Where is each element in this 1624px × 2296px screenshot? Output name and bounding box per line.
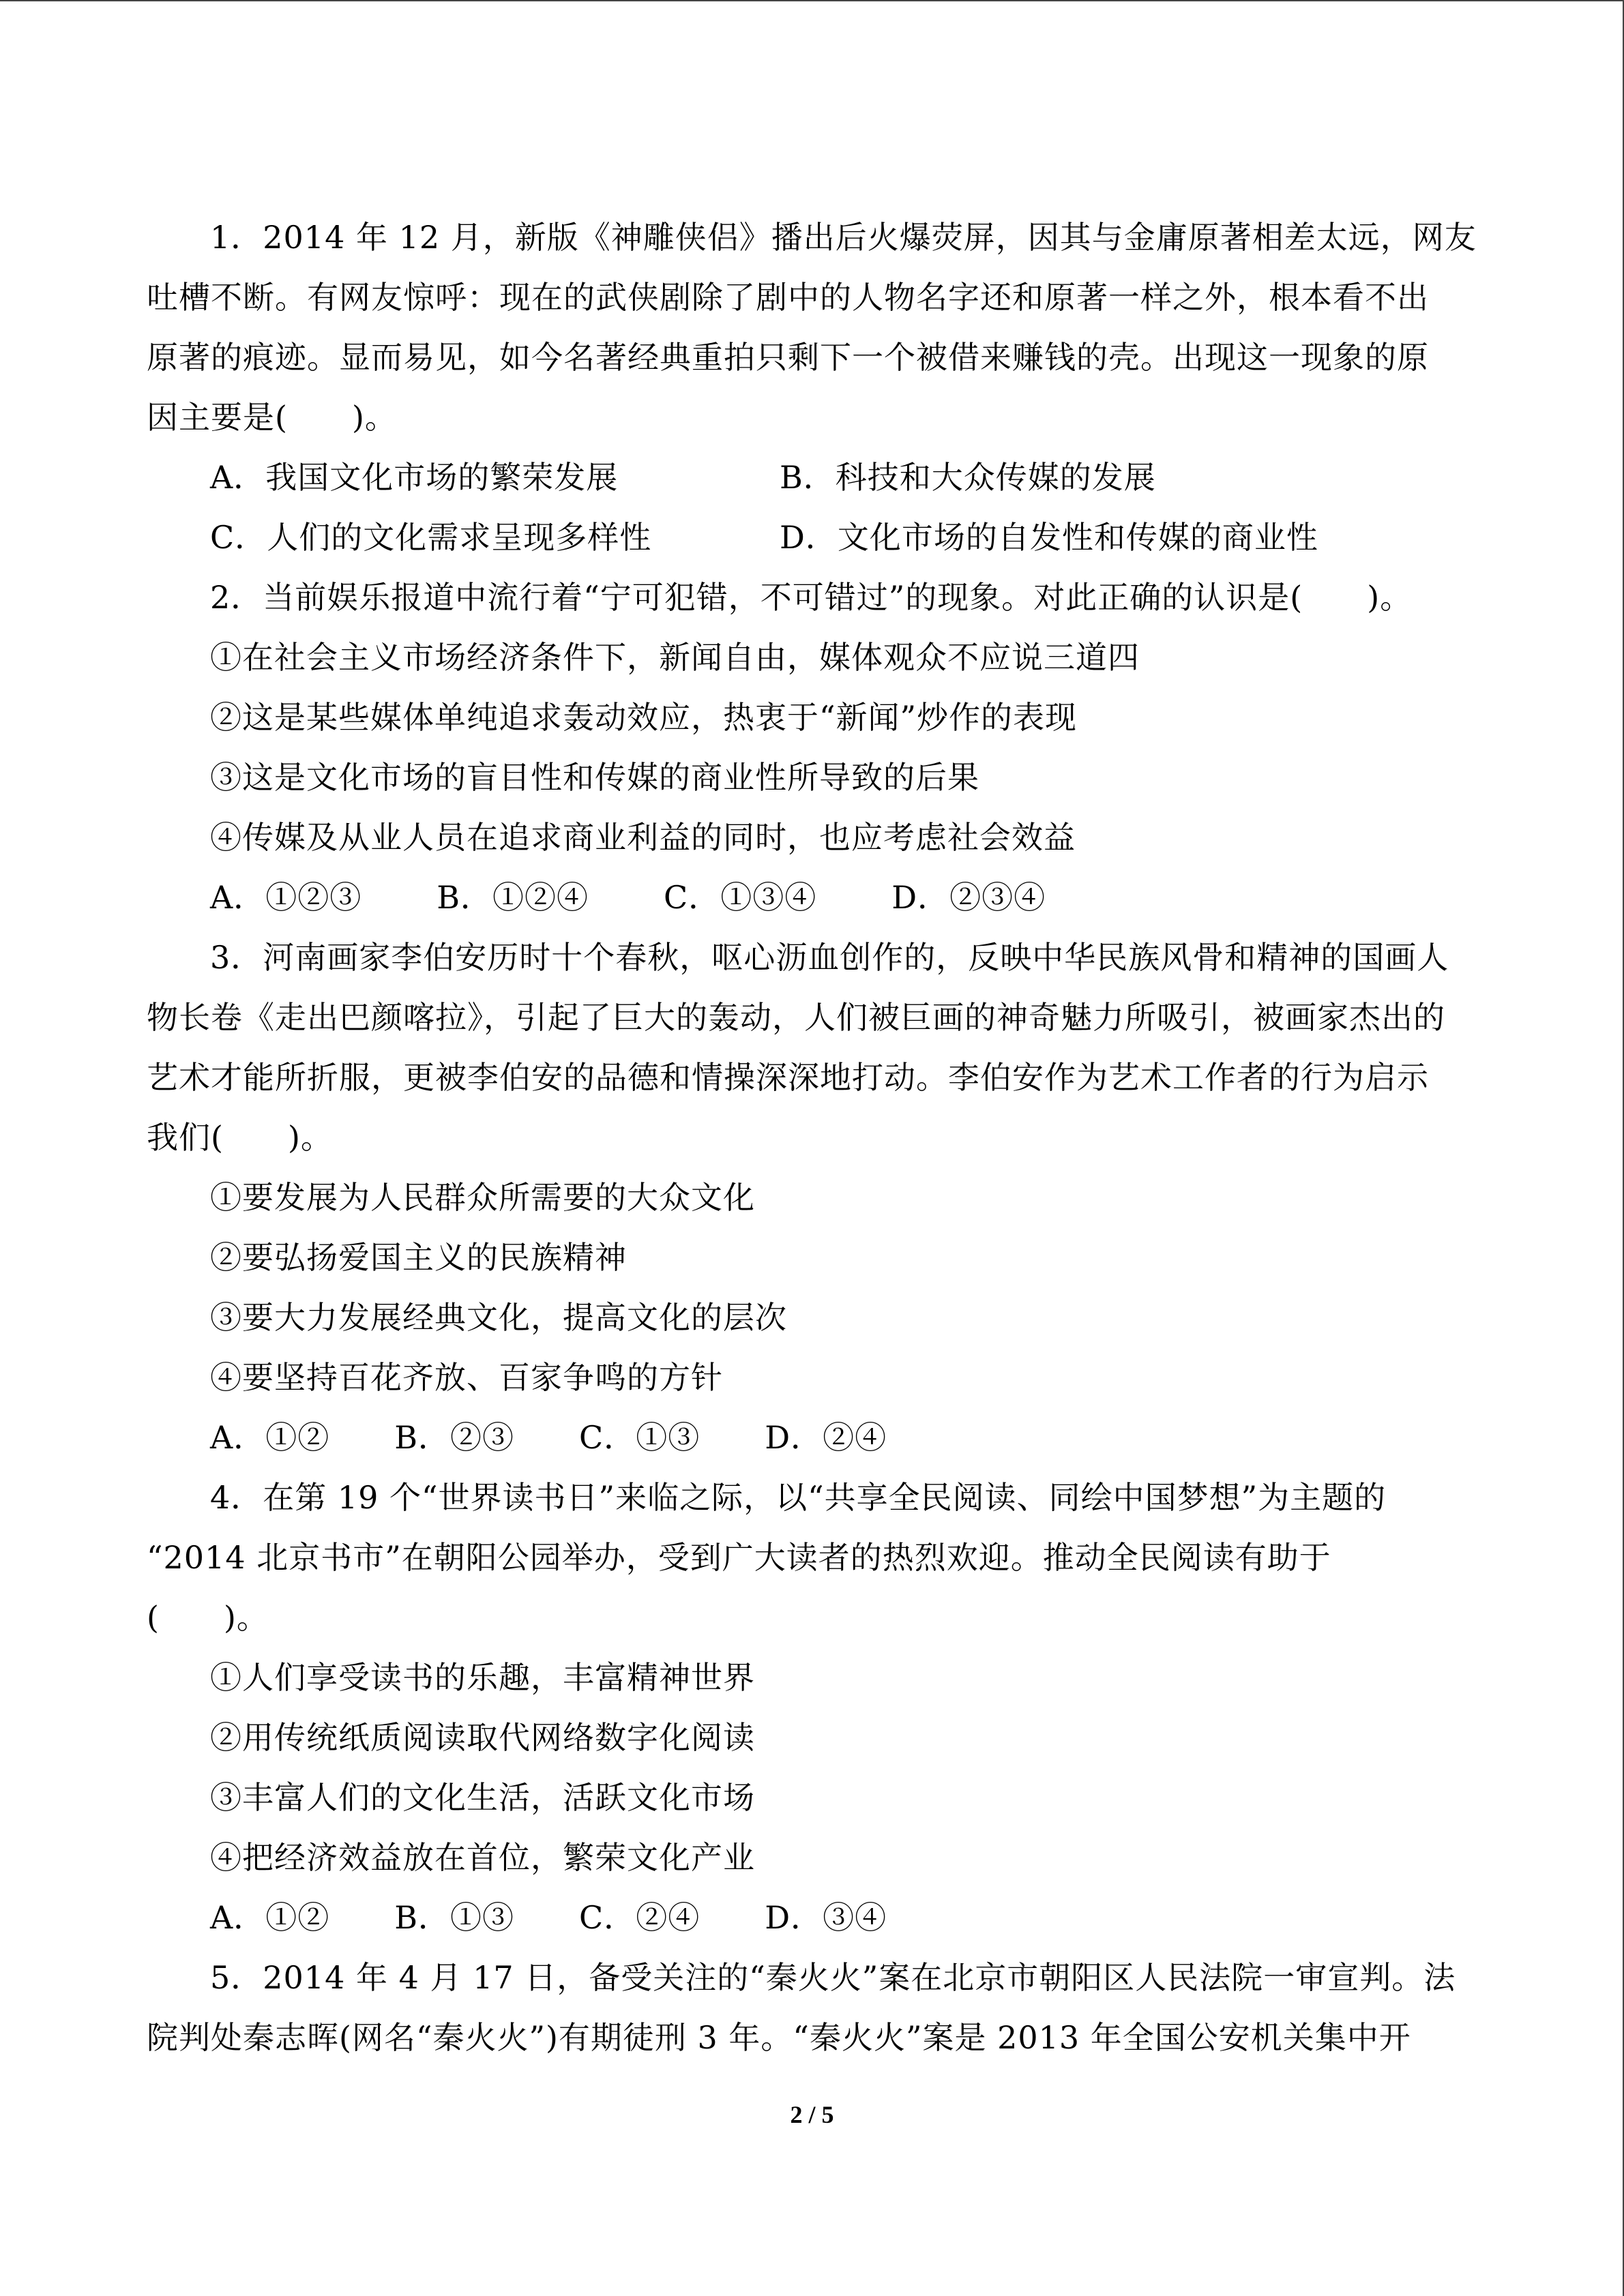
question-5-line-1: 5．2014 年 4 月 17 日，备受关注的“秦火火”案在北京市朝阳区人民法院一审宣判。法 [210, 1959, 1456, 1996]
question-4-line-2: “2014 北京书市”在朝阳公园举办，受到广大读者的热烈欢迎。推动全民阅读有助于 [147, 1539, 1331, 1576]
question-2-option-d: D．②③④ [891, 879, 1046, 916]
question-2-stem: 2．当前娱乐报道中流行着“宁可犯错，不可错过”的现象。对此正确的认识是( )。 [210, 579, 1413, 616]
question-1-line-2: 吐槽不断。有网友惊呼：现在的武侠剧除了剧中的人物名字还和原著一样之外，根本看不出 [147, 279, 1429, 316]
question-3-item-3: ③要大力发展经典文化，提高文化的层次 [210, 1299, 787, 1336]
question-3-item-4: ④要坚持百花齐放、百家争鸣的方针 [210, 1359, 723, 1396]
page-border-top [0, 0, 1624, 1]
question-2-item-2: ②这是某些媒体单纯追求轰动效应，热衷于“新闻”炒作的表现 [210, 699, 1078, 736]
question-3-option-c: C．①③ [579, 1419, 700, 1456]
question-4-line-3: ( )。 [147, 1599, 269, 1636]
question-list [147, 207, 1483, 2068]
question-4-options [147, 1888, 1483, 1948]
question-1-option-c: C．人们的文化需求呈现多样性 [210, 519, 652, 556]
question-3-option-a: A．①② [210, 1419, 330, 1456]
question-4-item-3: ③丰富人们的文化生活，活跃文化市场 [210, 1779, 755, 1816]
question-4-option-c: C．②④ [579, 1899, 700, 1936]
question-3-option-b: B．②③ [394, 1419, 515, 1456]
question-1-line-3: 原著的痕迹。显而易见，如今名著经典重拍只剩下一个被借来赚钱的壳。出现这一现象的原 [147, 339, 1429, 376]
question-3-line-4: 我们( )。 [147, 1119, 333, 1156]
question-2-item-1: ①在社会主义市场经济条件下，新闻自由，媒体观众不应说三道四 [210, 639, 1140, 676]
question-4-option-a: A．①② [210, 1899, 330, 1936]
question-1-options-row-1 [147, 447, 1483, 507]
question-1-line-1: 1．2014 年 12 月，新版《神雕侠侣》播出后火爆荧屏，因其与金庸原著相差太远，网友 [210, 219, 1477, 256]
question-2-option-c: C．①③④ [664, 879, 817, 916]
question-3-line-3: 艺术才能所折服，更被李伯安的品德和情操深深地打动。李伯安作为艺术工作者的行为启示 [147, 1059, 1429, 1096]
question-3-item-2: ②要弘扬爱国主义的民族精神 [210, 1239, 627, 1276]
question-3-line-1: 3．河南画家李伯安历时十个春秋，呕心沥血创作的，反映中华民族风骨和精神的国画人 [210, 939, 1449, 976]
question-1-option-d: D．文化市场的自发性和传媒的商业性 [780, 519, 1318, 556]
question-5-line-2: 院判处秦志晖(网名“秦火火”)有期徒刑 3 年。“秦火火”案是 2013 年全国公安机关集中开 [147, 2019, 1411, 2056]
question-4-item-4: ④把经济效益放在首位，繁荣文化产业 [210, 1839, 755, 1876]
question-3-options [147, 1407, 1483, 1467]
question-1-option-b: B．科技和大众传媒的发展 [780, 459, 1156, 496]
question-4-option-d: D．③④ [765, 1899, 887, 1936]
question-3-option-d: D．②④ [765, 1419, 887, 1456]
question-2-item-3: ③这是文化市场的盲目性和传媒的商业性所导致的后果 [210, 759, 979, 796]
question-1-option-a: A．我国文化市场的繁荣发展 [210, 459, 619, 496]
question-1-line-4: 因主要是( )。 [147, 399, 397, 436]
question-1-options-row-2 [147, 507, 1483, 567]
question-4-line-1: 4．在第 19 个“世界读书日”来临之际，以“共享全民阅读、同绘中国梦想”为主题的 [210, 1479, 1387, 1516]
question-2-options [147, 867, 1483, 927]
question-4-option-b: B．①③ [394, 1899, 515, 1936]
question-4-item-2: ②用传统纸质阅读取代网络数字化阅读 [210, 1719, 755, 1756]
question-2-item-4: ④传媒及从业人员在追求商业利益的同时，也应考虑社会效益 [210, 819, 1076, 856]
question-2-option-b: B．①②④ [437, 879, 589, 916]
question-3-item-1: ①要发展为人民群众所需要的大众文化 [210, 1179, 755, 1216]
question-4-item-1: ①人们享受读书的乐趣，丰富精神世界 [210, 1659, 755, 1696]
page-number: 2 / 5 [790, 2101, 834, 2128]
question-2-option-a: A．①②③ [210, 879, 362, 916]
question-3-line-2: 物长卷《走出巴颜喀拉》，引起了巨大的轰动，人们被巨画的神奇魅力所吸引，被画家杰出的 [147, 999, 1445, 1036]
